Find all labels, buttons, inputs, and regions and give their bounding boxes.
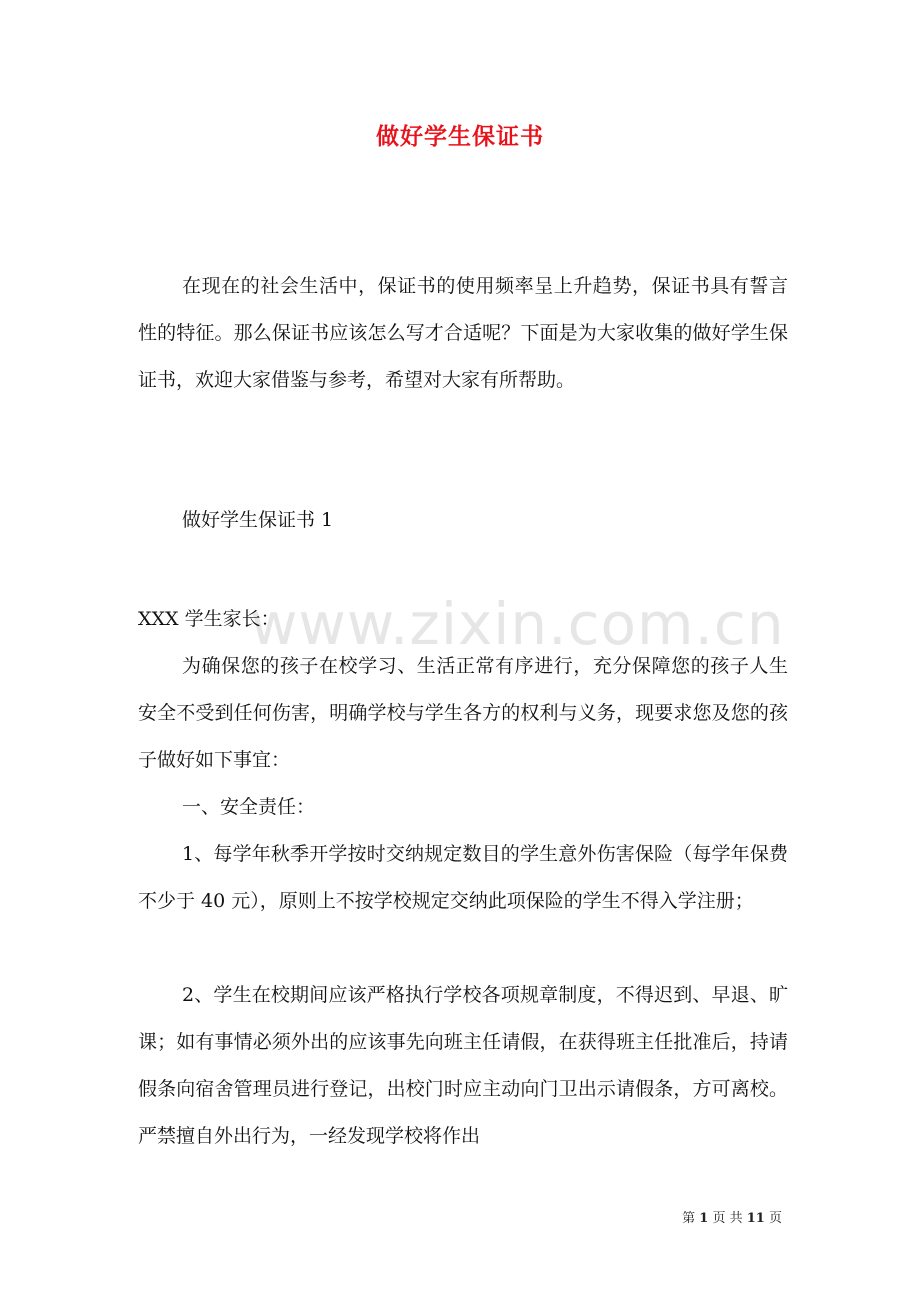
section-subheading: 一、安全责任： [182, 796, 316, 818]
footer-current-page: 1 [699, 1211, 709, 1226]
intro-paragraph: 在现在的社会生活中，保证书的使用频率呈上升趋势，保证书具有誓言性的特征。那么保证书应该怎么写才合适呢？下面是为大家收集的做好学生保证书，欢迎大家借鉴与参考，希望对大家有所帮助。 [138, 275, 788, 391]
watermark: www.zixin.com.cn [250, 590, 785, 658]
body-paragraph: 2、学生在校期间应该严格执行学校各项规章制度，不得迟到、早退、旷课；如有事情必须外出的应该事先向班主任请假，在获得班主任批准后，持请假条向宿舍管理员进行登记，出校门时应主动向门卫出示请假条，方可离校。严禁擅自外出行为，一经发现学校将作出 [138, 984, 788, 1147]
footer-prefix: 第 [682, 1211, 696, 1226]
page-footer [682, 1207, 782, 1226]
section-heading: 做好学生保证书 1 [182, 509, 334, 531]
body-paragraph: 为确保您的孩子在校学习、生活正常有序进行，充分保障您的孩子人生安全不受到任何伤害，明确学校与学生各方的权利与义务，现要求您及您的孩子做好如下事宜： [138, 655, 788, 771]
body-paragraph: 1、每学年秋季开学按时交纳规定数目的学生意外伤害保险（每学年保费不少于 40 元），原则上不按学校规定交纳此项保险的学生不得入学注册； [138, 843, 788, 912]
footer-suffix: 页 [768, 1211, 782, 1226]
document-title: 做好学生保证书 [376, 123, 544, 150]
footer-total-pages: 11 [746, 1211, 765, 1226]
salutation: XXX 学生家长： [138, 608, 280, 630]
footer-middle: 页 共 [712, 1211, 743, 1226]
